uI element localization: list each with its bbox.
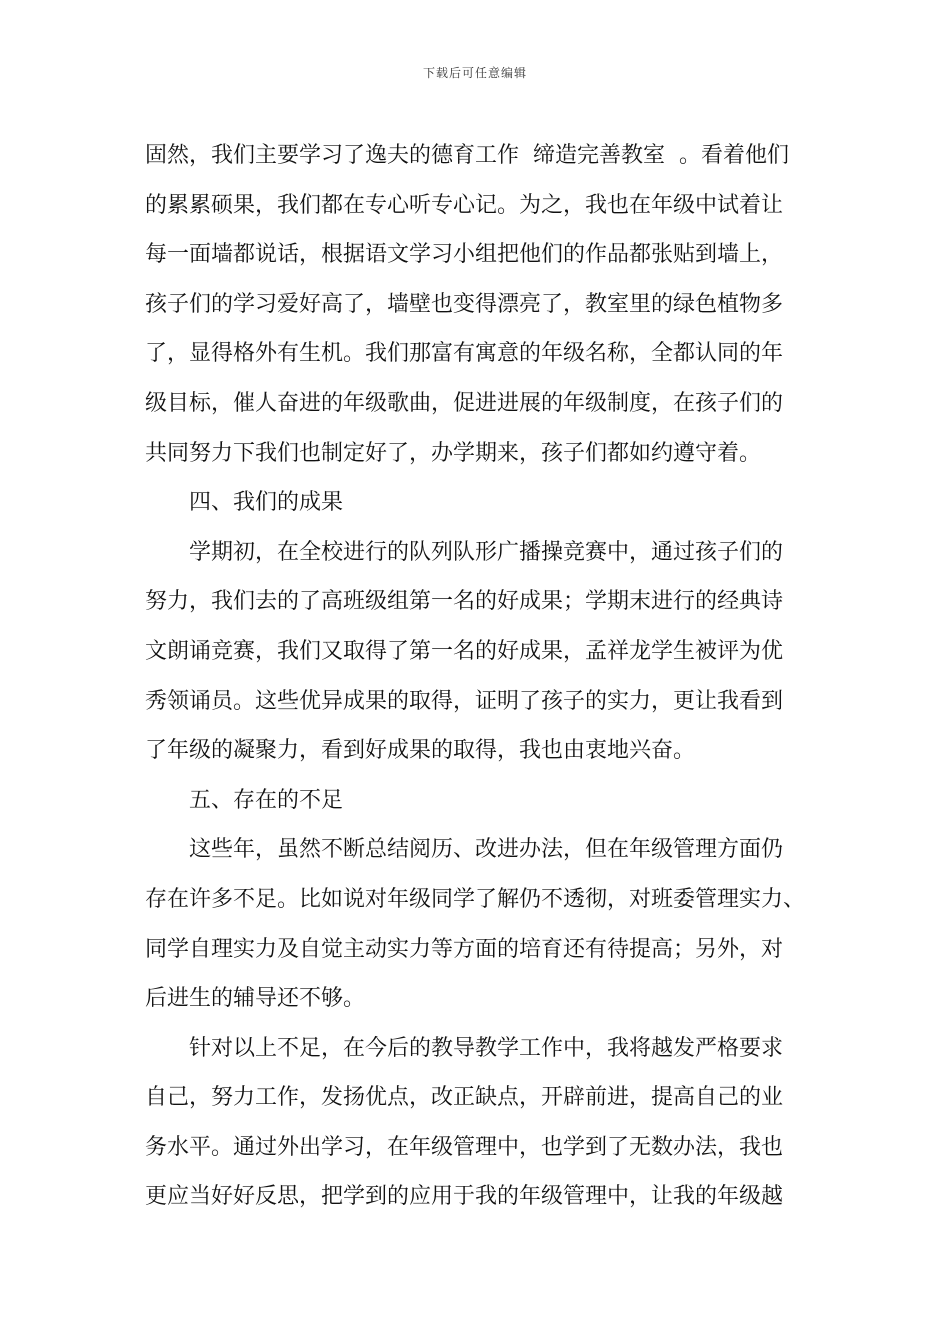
text-line: 的累累硕果，我们都在专心听专心记。为之，我也在年级中试着让 xyxy=(145,192,784,218)
document-body xyxy=(145,131,815,1222)
section-heading-results: 四、我们的成果 xyxy=(189,490,344,516)
text-line: 孩子们的学习爱好高了，墙壁也变得漂亮了，教室里的绿色植物多 xyxy=(145,291,784,317)
text-line: 后进生的辅导还不够。 xyxy=(145,986,366,1012)
text-line: 同学自理实力及自觉主动实力等方面的培育还有待提高；另外，对 xyxy=(145,936,784,962)
text-line: 务水平。通过外出学习，在年级管理中，也学到了无数办法，我也 xyxy=(145,1134,784,1160)
text-line: 文朗诵竞赛，我们又取得了第一名的好成果，孟祥龙学生被评为优 xyxy=(145,638,784,664)
text-line: 固然，我们主要学习了逸夫的德育工作 缔造完善教室 。看着他们 xyxy=(145,143,789,168)
text-line: 秀领诵员。这些优异成果的取得，证明了孩子的实力，更让我看到 xyxy=(145,688,784,714)
page-header: 下载后可任意编辑 xyxy=(422,66,527,80)
text-line: 共同努力下我们也制定好了，办学期来，孩子们都如约遵守着。 xyxy=(145,440,762,466)
text-line: 更应当好好反思，把学到的应用于我的年级管理中，让我的年级越 xyxy=(145,1184,784,1210)
text-line: 学期初，在全校进行的队列队形广播操竞赛中，通过孩子们的 xyxy=(189,539,784,565)
section-heading-shortcomings: 五、存在的不足 xyxy=(189,787,344,813)
text-line: 存在许多不足。比如说对年级同学了解仍不透彻，对班委管理实力、 xyxy=(145,886,806,912)
text-line: 自己，努力工作，发扬优点，改正缺点，开辟前进，提高自己的业 xyxy=(145,1085,784,1111)
text-line: 了，显得格外有生机。我们那富有寓意的年级名称，全都认同的年 xyxy=(145,341,784,367)
text-line: 这些年，虽然不断总结阅历、改进办法，但在年级管理方面仍 xyxy=(189,837,784,863)
text-line: 了年级的凝聚力，看到好成果的取得，我也由衷地兴奋。 xyxy=(145,738,696,764)
text-line: 努力，我们去的了高班级组第一名的好成果；学期末进行的经典诗 xyxy=(145,589,784,615)
text-line: 级目标，催人奋进的年级歌曲，促进进展的年级制度，在孩子们的 xyxy=(145,390,784,416)
text-line: 针对以上不足，在今后的教导教学工作中，我将越发严格要求 xyxy=(189,1035,784,1061)
text-line: 每一面墙都说话，根据语文学习小组把他们的作品都张贴到墙上， xyxy=(145,242,784,268)
